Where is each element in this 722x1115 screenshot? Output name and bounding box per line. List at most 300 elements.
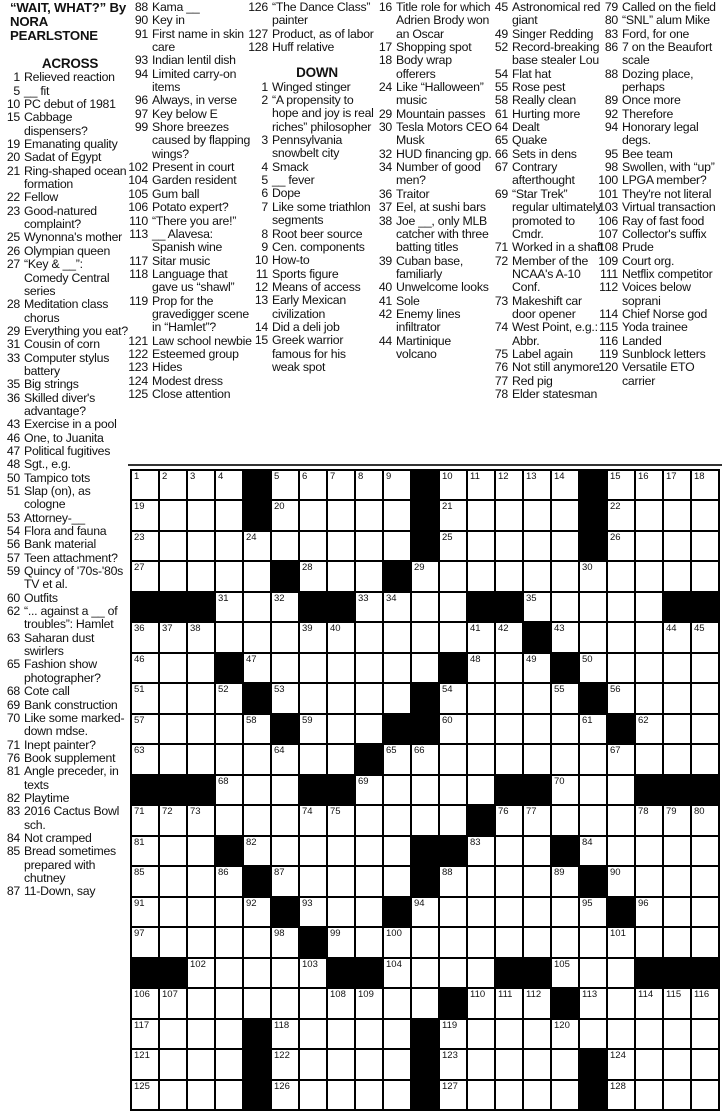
grid-cell[interactable]: [272, 959, 298, 987]
grid-cell[interactable]: [580, 593, 606, 621]
grid-cell[interactable]: [244, 532, 270, 560]
grid-cell[interactable]: [412, 593, 438, 621]
grid-cell[interactable]: [412, 806, 438, 834]
grid-cell[interactable]: [328, 684, 354, 712]
grid-cell[interactable]: [272, 1050, 298, 1078]
grid-cell[interactable]: [524, 1081, 550, 1109]
grid-cell[interactable]: [356, 684, 382, 712]
grid-cell[interactable]: [552, 745, 578, 773]
grid-cell[interactable]: [692, 1081, 718, 1109]
grid-cell[interactable]: [552, 867, 578, 895]
grid-cell[interactable]: [412, 745, 438, 773]
grid-cell[interactable]: [160, 928, 186, 956]
grid-cell[interactable]: [356, 989, 382, 1017]
grid-cell[interactable]: [608, 501, 634, 529]
grid-cell[interactable]: [244, 593, 270, 621]
grid-cell[interactable]: [272, 1081, 298, 1109]
grid-cell[interactable]: [300, 715, 326, 743]
grid-cell[interactable]: [692, 928, 718, 956]
grid-cell[interactable]: [524, 654, 550, 682]
grid-cell[interactable]: [580, 776, 606, 804]
grid-cell[interactable]: [328, 837, 354, 865]
grid-cell[interactable]: [580, 928, 606, 956]
grid-cell[interactable]: [636, 928, 662, 956]
grid-cell[interactable]: [160, 684, 186, 712]
grid-cell[interactable]: [524, 593, 550, 621]
grid-cell[interactable]: [356, 928, 382, 956]
grid-cell[interactable]: [608, 867, 634, 895]
grid-cell[interactable]: [496, 806, 522, 834]
grid-cell[interactable]: [524, 1020, 550, 1048]
grid-cell[interactable]: [468, 471, 494, 499]
grid-cell[interactable]: [244, 623, 270, 651]
grid-cell[interactable]: [300, 837, 326, 865]
grid-cell[interactable]: [216, 1050, 242, 1078]
grid-cell[interactable]: [160, 898, 186, 926]
grid-cell[interactable]: [244, 654, 270, 682]
grid-cell[interactable]: [132, 745, 158, 773]
grid-cell[interactable]: [132, 562, 158, 590]
grid-cell[interactable]: [328, 1081, 354, 1109]
grid-cell[interactable]: [300, 1050, 326, 1078]
grid-cell[interactable]: [160, 471, 186, 499]
grid-cell[interactable]: [272, 837, 298, 865]
grid-cell[interactable]: [552, 898, 578, 926]
grid-cell[interactable]: [216, 989, 242, 1017]
grid-cell[interactable]: [384, 837, 410, 865]
grid-cell[interactable]: [300, 806, 326, 834]
grid-cell[interactable]: [216, 898, 242, 926]
grid-cell[interactable]: [636, 715, 662, 743]
grid-cell[interactable]: [692, 471, 718, 499]
grid-cell[interactable]: [608, 776, 634, 804]
grid-cell[interactable]: [440, 684, 466, 712]
grid-cell[interactable]: [636, 837, 662, 865]
grid-cell[interactable]: [160, 501, 186, 529]
grid-cell[interactable]: [636, 532, 662, 560]
grid-cell[interactable]: [300, 684, 326, 712]
grid-cell[interactable]: [356, 654, 382, 682]
grid-cell[interactable]: [384, 867, 410, 895]
grid-cell[interactable]: [440, 959, 466, 987]
grid-cell[interactable]: [216, 959, 242, 987]
grid-cell[interactable]: [664, 1081, 690, 1109]
grid-cell[interactable]: [636, 654, 662, 682]
grid-cell[interactable]: [328, 654, 354, 682]
grid-cell[interactable]: [468, 562, 494, 590]
grid-cell[interactable]: [440, 1020, 466, 1048]
grid-cell[interactable]: [496, 532, 522, 560]
grid-cell[interactable]: [440, 532, 466, 560]
grid-cell[interactable]: [496, 501, 522, 529]
grid-cell[interactable]: [384, 928, 410, 956]
grid-cell[interactable]: [216, 532, 242, 560]
grid-cell[interactable]: [552, 928, 578, 956]
grid-cell[interactable]: [692, 989, 718, 1017]
grid-cell[interactable]: [216, 684, 242, 712]
grid-cell[interactable]: [356, 837, 382, 865]
grid-cell[interactable]: [132, 715, 158, 743]
grid-cell[interactable]: [552, 532, 578, 560]
grid-cell[interactable]: [132, 867, 158, 895]
grid-cell[interactable]: [636, 867, 662, 895]
grid-cell[interactable]: [664, 898, 690, 926]
grid-cell[interactable]: [356, 471, 382, 499]
grid-cell[interactable]: [664, 1020, 690, 1048]
grid-cell[interactable]: [300, 959, 326, 987]
grid-cell[interactable]: [216, 593, 242, 621]
grid-cell[interactable]: [580, 837, 606, 865]
grid-cell[interactable]: [356, 501, 382, 529]
grid-cell[interactable]: [468, 928, 494, 956]
grid-cell[interactable]: [552, 1081, 578, 1109]
grid-cell[interactable]: [300, 471, 326, 499]
grid-cell[interactable]: [356, 532, 382, 560]
grid-cell[interactable]: [496, 715, 522, 743]
grid-cell[interactable]: [328, 715, 354, 743]
grid-cell[interactable]: [216, 501, 242, 529]
grid-cell[interactable]: [636, 623, 662, 651]
grid-cell[interactable]: [692, 1050, 718, 1078]
grid-cell[interactable]: [300, 745, 326, 773]
grid-cell[interactable]: [552, 715, 578, 743]
grid-cell[interactable]: [524, 684, 550, 712]
grid-cell[interactable]: [608, 959, 634, 987]
grid-cell[interactable]: [440, 593, 466, 621]
grid-cell[interactable]: [216, 776, 242, 804]
grid-cell[interactable]: [216, 928, 242, 956]
grid-cell[interactable]: [440, 623, 466, 651]
grid-cell[interactable]: [188, 867, 214, 895]
grid-cell[interactable]: [580, 623, 606, 651]
grid-cell[interactable]: [664, 989, 690, 1017]
grid-cell[interactable]: [160, 745, 186, 773]
grid-cell[interactable]: [524, 837, 550, 865]
grid-cell[interactable]: [524, 471, 550, 499]
grid-cell[interactable]: [160, 1050, 186, 1078]
grid-cell[interactable]: [552, 562, 578, 590]
grid-cell[interactable]: [664, 623, 690, 651]
grid-cell[interactable]: [328, 623, 354, 651]
grid-cell[interactable]: [440, 715, 466, 743]
grid-cell[interactable]: [496, 898, 522, 926]
grid-cell[interactable]: [692, 806, 718, 834]
grid-cell[interactable]: [468, 715, 494, 743]
grid-cell[interactable]: [132, 928, 158, 956]
grid-cell[interactable]: [188, 562, 214, 590]
grid-cell[interactable]: [468, 867, 494, 895]
grid-cell[interactable]: [356, 562, 382, 590]
crossword-grid[interactable]: [130, 469, 720, 1111]
grid-cell[interactable]: [216, 1081, 242, 1109]
grid-cell[interactable]: [608, 471, 634, 499]
grid-cell[interactable]: [552, 806, 578, 834]
grid-cell[interactable]: [468, 532, 494, 560]
grid-cell[interactable]: [160, 867, 186, 895]
grid-cell[interactable]: [496, 1020, 522, 1048]
grid-cell[interactable]: [440, 562, 466, 590]
grid-cell[interactable]: [440, 928, 466, 956]
grid-cell[interactable]: [188, 654, 214, 682]
grid-cell[interactable]: [692, 501, 718, 529]
grid-cell[interactable]: [580, 745, 606, 773]
grid-cell[interactable]: [692, 745, 718, 773]
grid-cell[interactable]: [608, 837, 634, 865]
grid-cell[interactable]: [524, 928, 550, 956]
grid-cell[interactable]: [132, 898, 158, 926]
grid-cell[interactable]: [216, 562, 242, 590]
grid-cell[interactable]: [216, 1020, 242, 1048]
grid-cell[interactable]: [692, 562, 718, 590]
grid-cell[interactable]: [272, 654, 298, 682]
grid-cell[interactable]: [300, 654, 326, 682]
grid-cell[interactable]: [356, 806, 382, 834]
grid-cell[interactable]: [664, 1050, 690, 1078]
grid-cell[interactable]: [356, 593, 382, 621]
grid-cell[interactable]: [440, 1081, 466, 1109]
grid-cell[interactable]: [132, 684, 158, 712]
grid-cell[interactable]: [188, 806, 214, 834]
grid-cell[interactable]: [384, 1081, 410, 1109]
grid-cell[interactable]: [328, 898, 354, 926]
grid-cell[interactable]: [468, 1081, 494, 1109]
grid-cell[interactable]: [468, 745, 494, 773]
grid-cell[interactable]: [552, 593, 578, 621]
grid-cell[interactable]: [132, 989, 158, 1017]
grid-cell[interactable]: [496, 623, 522, 651]
grid-cell[interactable]: [496, 867, 522, 895]
grid-cell[interactable]: [132, 1020, 158, 1048]
grid-cell[interactable]: [636, 898, 662, 926]
grid-cell[interactable]: [692, 867, 718, 895]
grid-cell[interactable]: [244, 776, 270, 804]
grid-cell[interactable]: [356, 1081, 382, 1109]
grid-cell[interactable]: [692, 684, 718, 712]
grid-cell[interactable]: [160, 562, 186, 590]
grid-cell[interactable]: [272, 471, 298, 499]
grid-cell[interactable]: [496, 837, 522, 865]
grid-cell[interactable]: [524, 806, 550, 834]
grid-cell[interactable]: [132, 623, 158, 651]
grid-cell[interactable]: [132, 1050, 158, 1078]
grid-cell[interactable]: [664, 837, 690, 865]
grid-cell[interactable]: [552, 959, 578, 987]
grid-cell[interactable]: [244, 837, 270, 865]
grid-cell[interactable]: [468, 989, 494, 1017]
grid-cell[interactable]: [496, 562, 522, 590]
grid-cell[interactable]: [216, 715, 242, 743]
grid-cell[interactable]: [328, 1050, 354, 1078]
grid-cell[interactable]: [132, 471, 158, 499]
grid-cell[interactable]: [328, 471, 354, 499]
grid-cell[interactable]: [188, 471, 214, 499]
grid-cell[interactable]: [692, 898, 718, 926]
grid-cell[interactable]: [496, 1050, 522, 1078]
grid-cell[interactable]: [384, 684, 410, 712]
grid-cell[interactable]: [412, 928, 438, 956]
grid-cell[interactable]: [608, 1020, 634, 1048]
grid-cell[interactable]: [692, 837, 718, 865]
grid-cell[interactable]: [580, 898, 606, 926]
grid-cell[interactable]: [384, 806, 410, 834]
grid-cell[interactable]: [552, 1050, 578, 1078]
grid-cell[interactable]: [188, 745, 214, 773]
grid-cell[interactable]: [272, 928, 298, 956]
grid-cell[interactable]: [496, 989, 522, 1017]
grid-cell[interactable]: [188, 715, 214, 743]
grid-cell[interactable]: [132, 532, 158, 560]
grid-cell[interactable]: [580, 715, 606, 743]
grid-cell[interactable]: [272, 501, 298, 529]
grid-cell[interactable]: [552, 623, 578, 651]
grid-cell[interactable]: [692, 532, 718, 560]
grid-cell[interactable]: [664, 501, 690, 529]
grid-cell[interactable]: [664, 806, 690, 834]
grid-cell[interactable]: [188, 989, 214, 1017]
grid-cell[interactable]: [216, 867, 242, 895]
grid-cell[interactable]: [496, 928, 522, 956]
grid-cell[interactable]: [580, 1020, 606, 1048]
grid-cell[interactable]: [664, 654, 690, 682]
grid-cell[interactable]: [300, 501, 326, 529]
grid-cell[interactable]: [552, 684, 578, 712]
grid-cell[interactable]: [524, 501, 550, 529]
grid-cell[interactable]: [188, 501, 214, 529]
grid-cell[interactable]: [692, 623, 718, 651]
grid-cell[interactable]: [552, 776, 578, 804]
grid-cell[interactable]: [636, 989, 662, 1017]
grid-cell[interactable]: [412, 623, 438, 651]
grid-cell[interactable]: [384, 471, 410, 499]
grid-cell[interactable]: [608, 989, 634, 1017]
grid-cell[interactable]: [636, 501, 662, 529]
grid-cell[interactable]: [384, 776, 410, 804]
grid-cell[interactable]: [188, 898, 214, 926]
grid-cell[interactable]: [300, 1020, 326, 1048]
grid-cell[interactable]: [524, 532, 550, 560]
grid-cell[interactable]: [636, 1081, 662, 1109]
grid-cell[interactable]: [608, 623, 634, 651]
grid-cell[interactable]: [636, 562, 662, 590]
grid-cell[interactable]: [356, 898, 382, 926]
grid-cell[interactable]: [468, 501, 494, 529]
grid-cell[interactable]: [608, 1081, 634, 1109]
grid-cell[interactable]: [384, 593, 410, 621]
grid-cell[interactable]: [664, 867, 690, 895]
grid-cell[interactable]: [384, 623, 410, 651]
grid-cell[interactable]: [244, 989, 270, 1017]
grid-cell[interactable]: [244, 745, 270, 773]
grid-cell[interactable]: [580, 959, 606, 987]
grid-cell[interactable]: [356, 1050, 382, 1078]
grid-cell[interactable]: [468, 1050, 494, 1078]
grid-cell[interactable]: [356, 1020, 382, 1048]
grid-cell[interactable]: [244, 928, 270, 956]
grid-cell[interactable]: [524, 1050, 550, 1078]
grid-cell[interactable]: [468, 959, 494, 987]
grid-cell[interactable]: [440, 806, 466, 834]
grid-cell[interactable]: [608, 1050, 634, 1078]
grid-cell[interactable]: [244, 806, 270, 834]
grid-cell[interactable]: [664, 562, 690, 590]
grid-cell[interactable]: [384, 1050, 410, 1078]
grid-cell[interactable]: [412, 562, 438, 590]
grid-cell[interactable]: [664, 471, 690, 499]
grid-cell[interactable]: [496, 684, 522, 712]
grid-cell[interactable]: [272, 745, 298, 773]
grid-cell[interactable]: [580, 806, 606, 834]
grid-cell[interactable]: [272, 776, 298, 804]
grid-cell[interactable]: [160, 806, 186, 834]
grid-cell[interactable]: [608, 593, 634, 621]
grid-cell[interactable]: [160, 989, 186, 1017]
grid-cell[interactable]: [496, 1081, 522, 1109]
grid-cell[interactable]: [608, 745, 634, 773]
grid-cell[interactable]: [608, 562, 634, 590]
grid-cell[interactable]: [580, 562, 606, 590]
grid-cell[interactable]: [328, 1020, 354, 1048]
grid-cell[interactable]: [440, 776, 466, 804]
grid-cell[interactable]: [160, 837, 186, 865]
grid-cell[interactable]: [328, 745, 354, 773]
grid-cell[interactable]: [496, 654, 522, 682]
grid-cell[interactable]: [664, 928, 690, 956]
grid-cell[interactable]: [384, 654, 410, 682]
grid-cell[interactable]: [188, 837, 214, 865]
grid-cell[interactable]: [552, 471, 578, 499]
grid-cell[interactable]: [524, 715, 550, 743]
grid-cell[interactable]: [440, 898, 466, 926]
grid-cell[interactable]: [384, 959, 410, 987]
grid-cell[interactable]: [244, 562, 270, 590]
grid-cell[interactable]: [468, 898, 494, 926]
grid-cell[interactable]: [524, 562, 550, 590]
grid-cell[interactable]: [328, 532, 354, 560]
grid-cell[interactable]: [160, 623, 186, 651]
grid-cell[interactable]: [468, 654, 494, 682]
grid-cell[interactable]: [328, 867, 354, 895]
grid-cell[interactable]: [356, 715, 382, 743]
grid-cell[interactable]: [384, 989, 410, 1017]
grid-cell[interactable]: [412, 776, 438, 804]
grid-cell[interactable]: [384, 745, 410, 773]
grid-cell[interactable]: [328, 989, 354, 1017]
grid-cell[interactable]: [272, 684, 298, 712]
grid-cell[interactable]: [664, 715, 690, 743]
grid-cell[interactable]: [160, 532, 186, 560]
grid-cell[interactable]: [132, 837, 158, 865]
grid-cell[interactable]: [636, 1020, 662, 1048]
grid-cell[interactable]: [132, 501, 158, 529]
grid-cell[interactable]: [468, 623, 494, 651]
grid-cell[interactable]: [216, 471, 242, 499]
grid-cell[interactable]: [608, 928, 634, 956]
grid-cell[interactable]: [552, 1020, 578, 1048]
grid-cell[interactable]: [496, 471, 522, 499]
grid-cell[interactable]: [160, 654, 186, 682]
grid-cell[interactable]: [524, 989, 550, 1017]
grid-cell[interactable]: [356, 776, 382, 804]
grid-cell[interactable]: [132, 654, 158, 682]
grid-cell[interactable]: [328, 928, 354, 956]
grid-cell[interactable]: [188, 1081, 214, 1109]
grid-cell[interactable]: [300, 1081, 326, 1109]
grid-cell[interactable]: [356, 867, 382, 895]
grid-cell[interactable]: [468, 1020, 494, 1048]
grid-cell[interactable]: [272, 532, 298, 560]
grid-cell[interactable]: [160, 1081, 186, 1109]
grid-cell[interactable]: [636, 471, 662, 499]
